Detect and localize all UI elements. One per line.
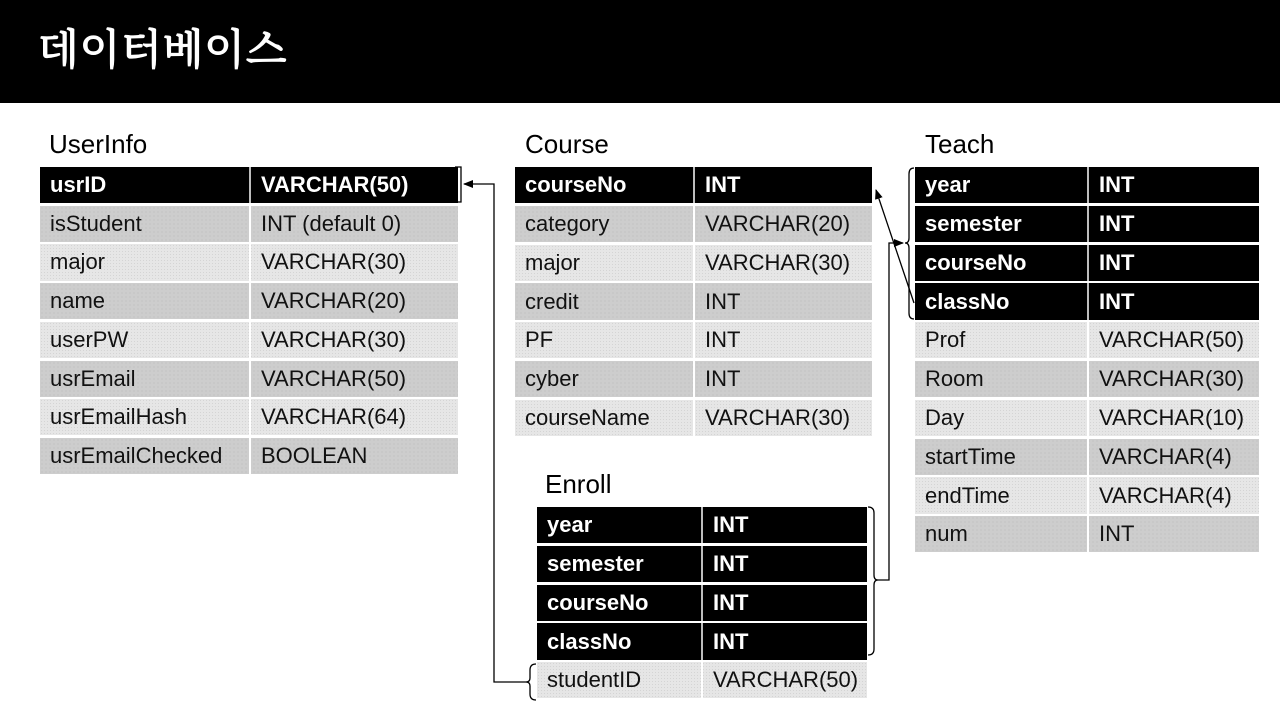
field-type: INT (default 0) (249, 206, 458, 242)
field-type: INT (701, 546, 867, 582)
table-row (915, 322, 1259, 358)
field-type: INT (701, 507, 867, 543)
field-name: semester (547, 550, 644, 576)
field-name: courseName (525, 404, 650, 430)
table-row (40, 361, 458, 397)
field-name: startTime (925, 443, 1016, 469)
table-title-teach: Teach (925, 129, 995, 159)
field-type: VARCHAR(20) (249, 283, 458, 319)
field-type: VARCHAR(30) (693, 245, 872, 281)
table-row (40, 322, 458, 358)
field-name: PF (525, 327, 554, 353)
table-row (515, 400, 872, 436)
field-type: INT (1087, 283, 1259, 319)
table-row (515, 361, 872, 397)
field-type: BOOLEAN (249, 438, 458, 474)
table-title-course: Course (525, 129, 609, 159)
field-name: major (525, 249, 581, 275)
field-type: INT (693, 361, 872, 397)
table-row (40, 206, 458, 242)
table-title-enroll: Enroll (545, 469, 612, 499)
field-type: INT (701, 623, 867, 659)
table-row (40, 244, 458, 280)
field-name: credit (525, 288, 579, 314)
enroll-key-brace (868, 507, 878, 655)
field-name: endTime (925, 482, 1010, 508)
field-name: courseNo (525, 172, 627, 198)
table-row (915, 283, 1259, 319)
table-row (915, 167, 1259, 203)
field-name: name (50, 288, 106, 314)
table-row (515, 206, 872, 242)
table-row (915, 245, 1259, 281)
table-row (40, 283, 458, 319)
field-name: category (525, 210, 610, 236)
table-row (537, 623, 867, 659)
field-name: courseNo (547, 589, 649, 615)
table-row (915, 516, 1259, 552)
slide-header (0, 0, 1280, 103)
table-row (537, 585, 867, 621)
field-name: year (925, 172, 971, 198)
field-name: userPW (50, 326, 129, 352)
field-type: VARCHAR(50) (249, 167, 458, 203)
field-type: INT (1087, 206, 1259, 242)
field-name: usrEmail (50, 365, 136, 391)
field-type: VARCHAR(30) (249, 322, 458, 358)
slide-title: 데이터베이스 (38, 25, 288, 74)
field-type: VARCHAR(30) (1087, 361, 1259, 397)
field-type: INT (1087, 167, 1259, 203)
table-row (915, 400, 1259, 436)
table-row (537, 507, 867, 543)
field-name: usrEmailHash (50, 404, 187, 430)
field-type: VARCHAR(30) (249, 244, 458, 280)
table-row (915, 439, 1259, 475)
table-row (537, 546, 867, 582)
field-type: INT (701, 585, 867, 621)
table-row (915, 361, 1259, 397)
table-row (915, 477, 1259, 513)
table-row (40, 167, 458, 203)
field-name: semester (925, 210, 1022, 236)
table-row (515, 283, 872, 319)
field-type: VARCHAR(20) (693, 206, 872, 242)
table-row (515, 167, 872, 203)
field-name: studentID (547, 667, 642, 693)
field-type: VARCHAR(64) (249, 399, 458, 435)
field-type: INT (693, 283, 872, 319)
table-title-userinfo: UserInfo (49, 129, 148, 159)
field-name: usrID (50, 172, 107, 198)
field-name: num (925, 521, 968, 547)
field-type: VARCHAR(4) (1087, 439, 1259, 475)
field-name: isStudent (50, 210, 142, 236)
field-name: usrEmailChecked (50, 442, 223, 468)
field-type: VARCHAR(10) (1087, 400, 1259, 436)
field-name: year (547, 512, 593, 538)
field-name: Prof (925, 327, 966, 353)
table-row (515, 322, 872, 358)
enroll-to-teach-line (878, 243, 903, 580)
field-name: classNo (925, 288, 1010, 314)
field-type: INT (1087, 516, 1259, 552)
field-type: INT (693, 167, 872, 203)
field-name: classNo (547, 628, 632, 654)
field-type: INT (1087, 245, 1259, 281)
field-name: Room (925, 366, 984, 392)
field-type: VARCHAR(4) (1087, 477, 1259, 513)
teach-key-brace (905, 168, 914, 319)
table-row (915, 206, 1259, 242)
field-name: Day (925, 404, 965, 430)
field-name: major (50, 249, 106, 275)
field-name: cyber (525, 366, 579, 392)
table-row (537, 662, 867, 698)
table-row (515, 245, 872, 281)
field-type: VARCHAR(50) (1087, 322, 1259, 358)
table-row (40, 438, 458, 474)
table-row (40, 399, 458, 435)
studentid-brace (526, 664, 536, 700)
field-type: VARCHAR(30) (693, 400, 872, 436)
field-name: courseNo (925, 249, 1027, 275)
field-type: VARCHAR(50) (701, 662, 867, 698)
field-type: VARCHAR(50) (249, 361, 458, 397)
field-type: INT (693, 322, 872, 358)
teach-to-course-line (876, 190, 914, 303)
